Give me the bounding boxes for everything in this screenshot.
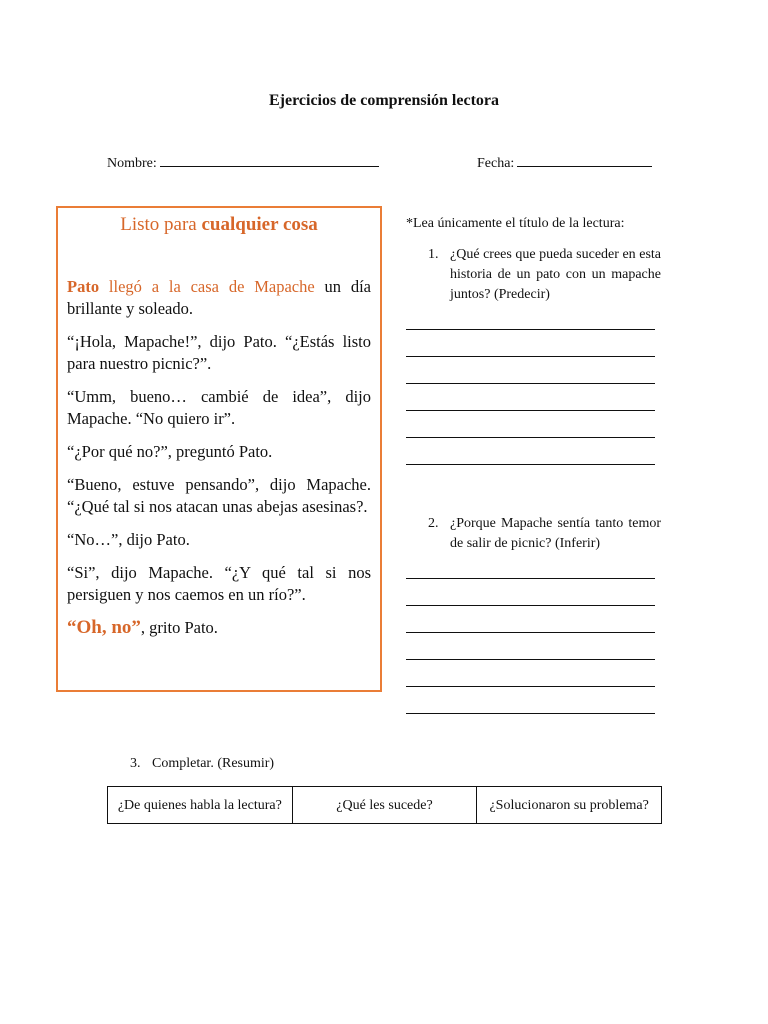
question-number: 2. [428,516,439,531]
question-2 [428,514,662,556]
question-1 [428,245,662,307]
table-header-cell[interactable]: ¿Qué les sucede? [292,787,477,824]
answer-line[interactable] [406,437,655,438]
page-title: Ejercicios de comprensión lectora [268,92,500,109]
story-paragraph: Pato llegó a la casa de Mapache un día brillante y soleado. [67,277,371,318]
summary-table [107,786,662,824]
answer-line[interactable] [406,686,655,687]
table-header-cell[interactable]: ¿De quienes habla la lectura? [108,787,293,824]
answer-line[interactable] [406,713,655,714]
story-paragraph: “No…”, dijo Pato. [67,530,190,549]
instruction-text: *Lea únicamente el título de la lectura: [406,216,625,231]
question-text: ¿Qué crees que pueda suceder en esta historia de un pato con un mapache juntos? (Predecir) [450,247,661,302]
story-title: Listo para cualquier cosa [120,214,318,235]
question-number: 3. [130,756,141,771]
answer-line[interactable] [406,329,655,330]
answer-line[interactable] [406,632,655,633]
question-text: Completar. (Resumir) [152,756,275,771]
story-box [56,206,382,692]
story-paragraph: “Umm, bueno… cambié de idea”, dijo Mapache. “No quiero ir”. [67,387,371,428]
story-paragraph: “Oh, no”, grito Pato. [67,617,218,638]
date-field[interactable] [477,156,652,172]
answer-line[interactable] [406,464,655,465]
answer-line[interactable] [406,605,655,606]
question-number: 1. [428,247,439,262]
question-3 [130,756,274,772]
question-text: ¿Porque Mapache sentía tanto temor de salir de picnic? (Inferir) [450,516,661,551]
story-paragraph: “¡Hola, Mapache!”, dijo Pato. “¿Estás listo para nuestro picnic?”. [67,332,371,373]
date-blank-line[interactable] [517,166,652,167]
answer-line[interactable] [406,383,655,384]
answer-line[interactable] [406,659,655,660]
story-paragraph: “Si”, dijo Mapache. “¿Y qué tal si nos persiguen y nos caemos en un río?”. [67,563,371,604]
table-header-cell[interactable]: ¿Solucionaron su problema? [477,787,662,824]
table-row [108,787,662,824]
name-blank-line[interactable] [160,166,379,167]
answer-line[interactable] [406,578,655,579]
date-label: Fecha: [477,156,515,171]
name-label: Nombre: [107,156,157,171]
story-paragraph: “¿Por qué no?”, preguntó Pato. [67,442,273,461]
story-paragraph: “Bueno, estuve pensando”, dijo Mapache. “¿Qué tal si nos atacan unas abejas asesinas?. [67,475,371,516]
answer-line[interactable] [406,356,655,357]
name-field[interactable] [107,156,379,172]
answer-line[interactable] [406,410,655,411]
